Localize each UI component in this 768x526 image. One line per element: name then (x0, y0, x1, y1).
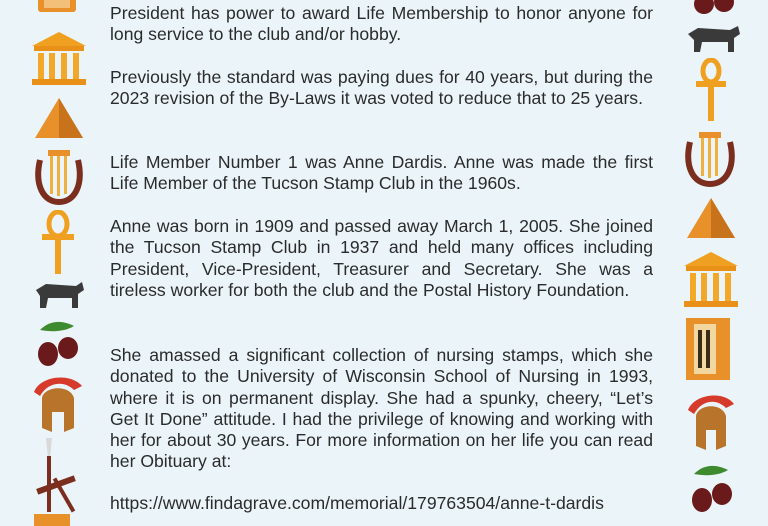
paragraph-life-member-one: Life Member Number 1 was Anne Dardis. Anne was made the first Life Member of the Tucson Stamp Club in the 1960s. (110, 152, 653, 194)
obituary-link[interactable]: https://www.findagrave.com/memorial/179763504/anne-t-dardis (110, 493, 604, 513)
paragraph-life-membership-power: President has power to award Life Membership to honor anyone for long service to the club and/or hobby. (110, 3, 653, 45)
temple-icon (682, 250, 740, 308)
olives-icon (686, 462, 736, 518)
papyrus-icon (684, 316, 732, 382)
scroll-icon (36, 0, 78, 20)
paragraph-nursing-collection: She amassed a significant collection of nursing stamps, which she donated to the University of Wisconsin School of Nursing in 1993, where it is on permanent display. She had a spunky, cheery, “Let’s Get It Done” attitude. I had the privilege of knowing and working with her for about 30 years. For more information on her life you can read her Obituary at: (110, 345, 653, 472)
lyre-icon (684, 128, 736, 188)
she-wolf-icon (32, 280, 86, 310)
temple-icon (30, 30, 88, 86)
lyre-icon (34, 146, 84, 206)
tools-icon (32, 436, 82, 516)
olives-icon (32, 318, 82, 370)
ankh-icon (40, 210, 76, 276)
pyramid-icon (686, 196, 736, 240)
spartan-helmet-icon (30, 372, 84, 436)
paragraph-anne-biography: Anne was born in 1909 and passed away March 1, 2005. She joined the Tucson Stamp Club in 1937 and held many offices including President, Vice-President, Treasurer and Secretary. She was a tireless worker for both the club and the Postal History Foundation. (110, 216, 653, 300)
spartan-helmet-icon (684, 390, 736, 454)
scroll-icon (34, 514, 70, 526)
paragraph-dues-standard: Previously the standard was paying dues for 40 years, but during the 2023 revision of the By-Laws it was voted to reduce that to 25 years. (110, 67, 653, 109)
pyramid-icon (34, 96, 84, 140)
olives-icon (690, 0, 738, 18)
she-wolf-icon (686, 24, 742, 54)
ankh-icon (694, 58, 728, 122)
